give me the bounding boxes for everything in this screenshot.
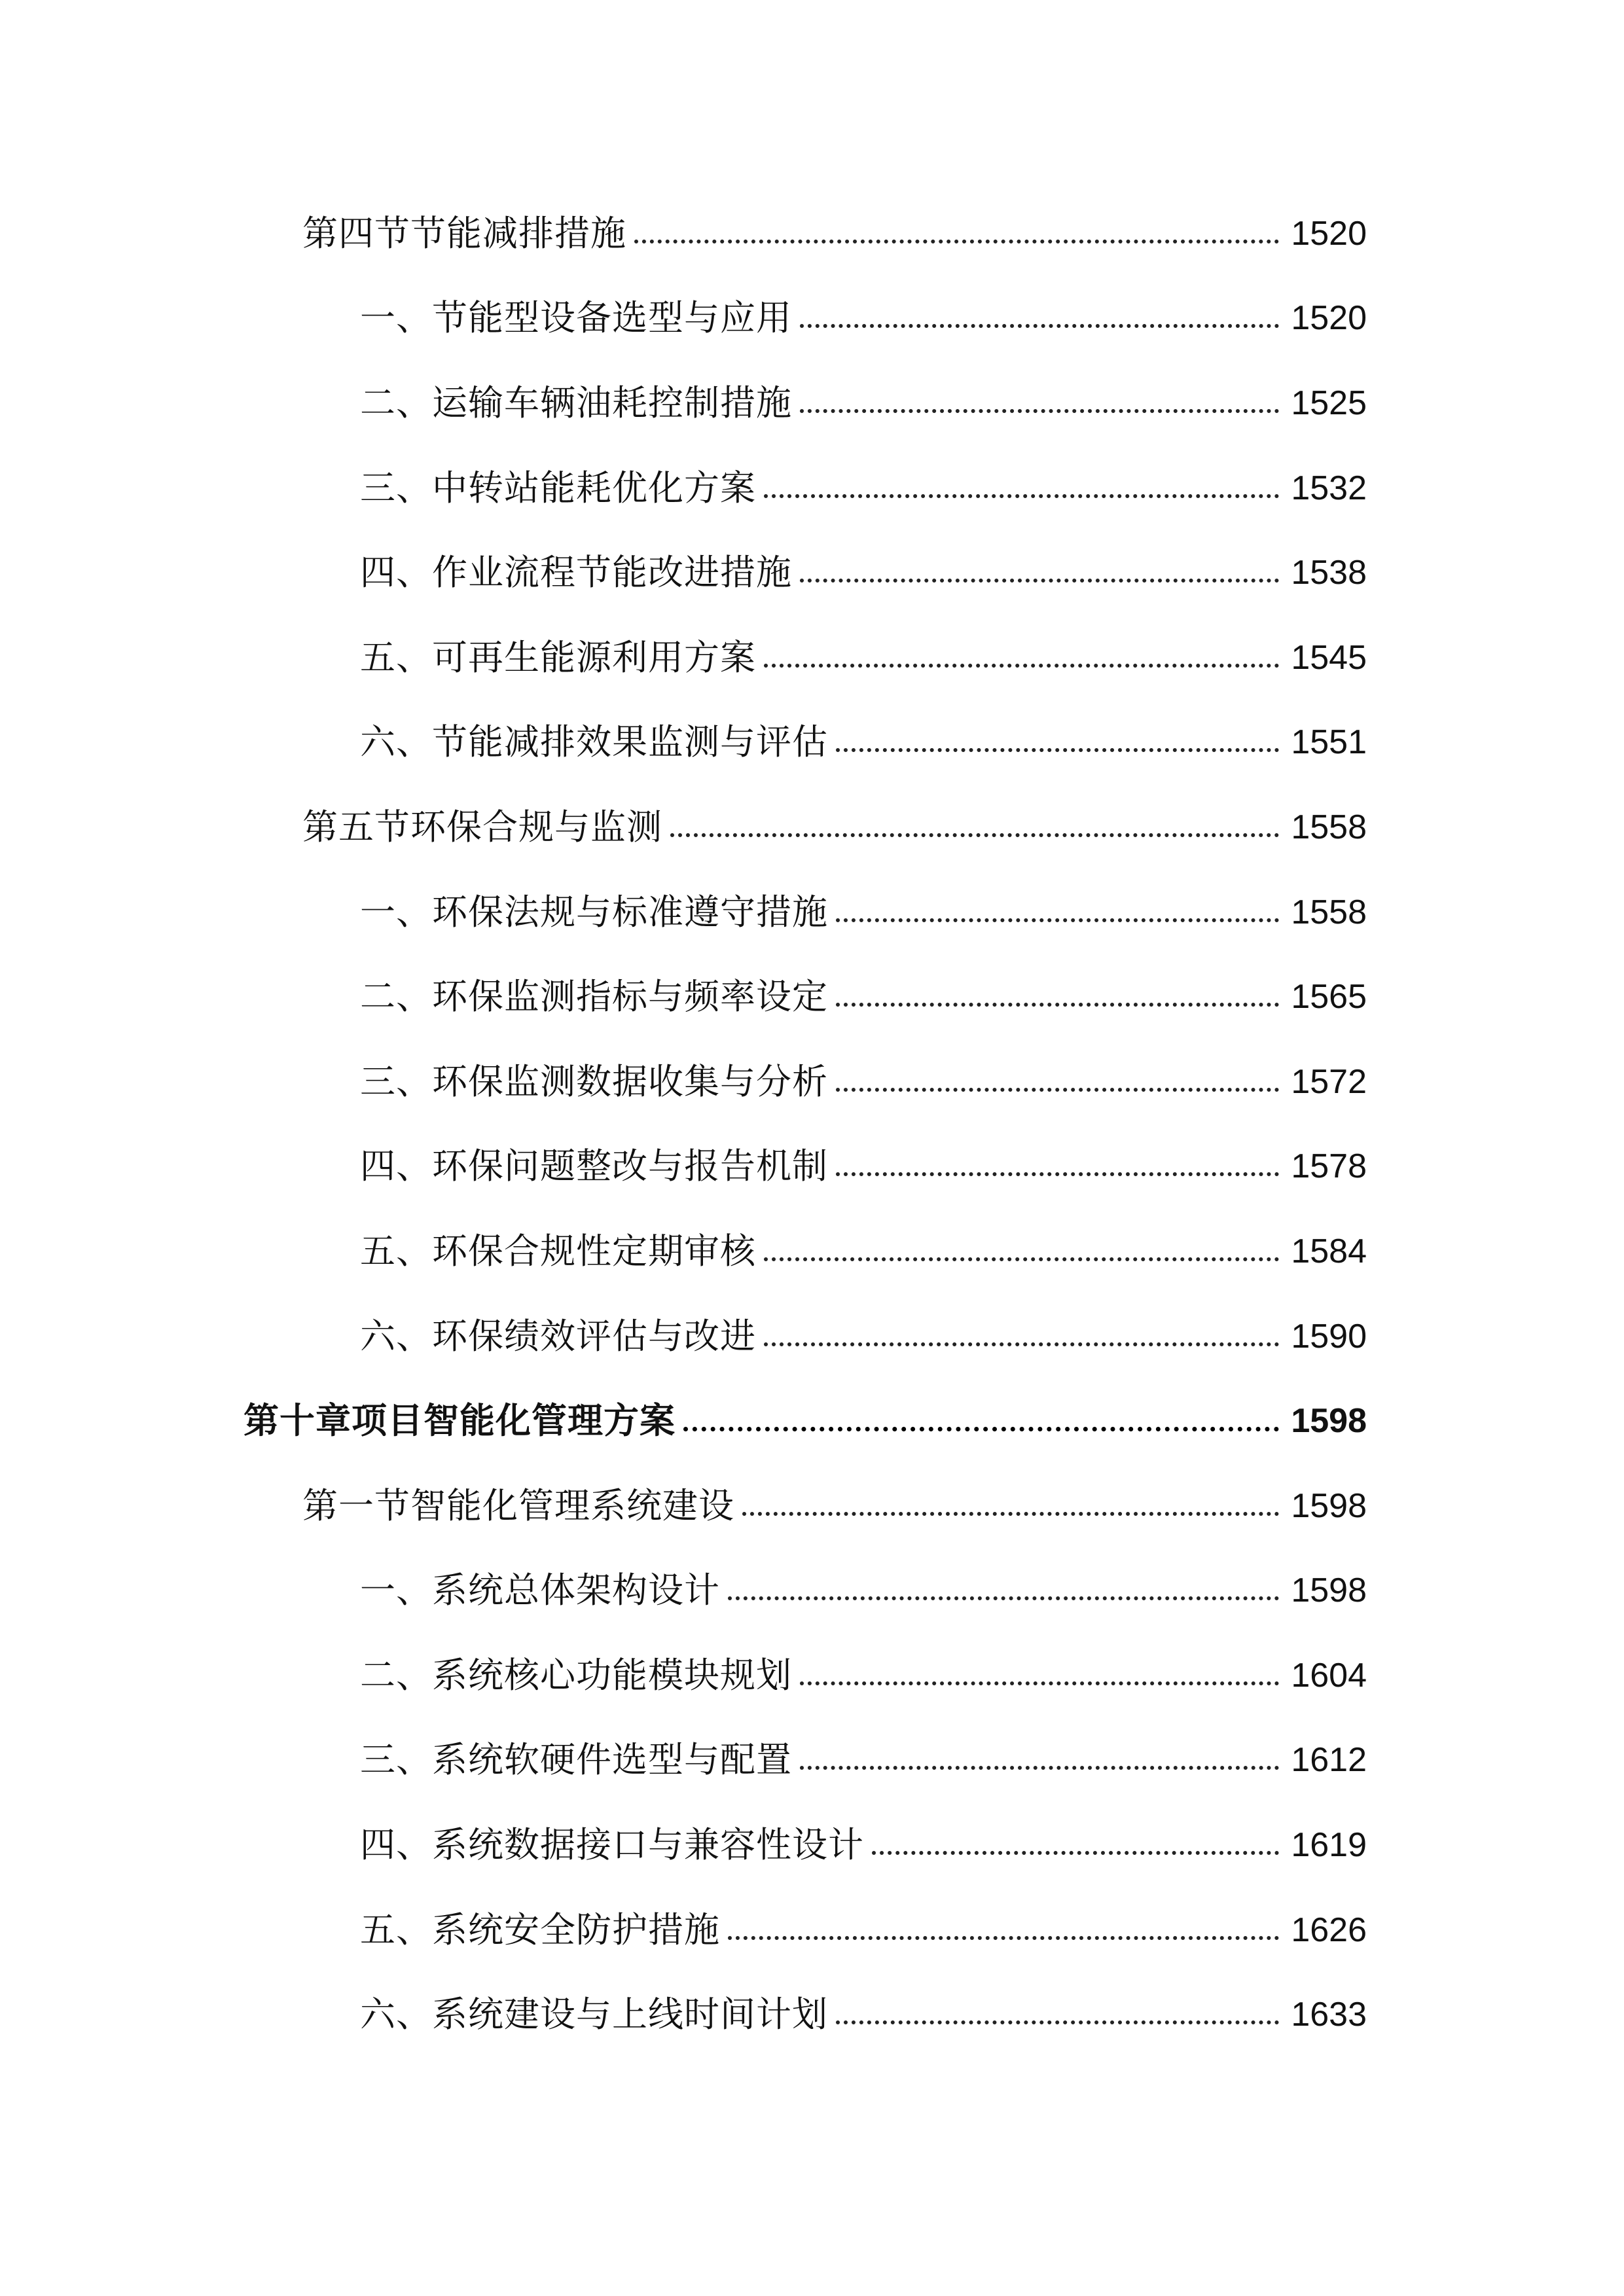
- toc-entry-label: 一、节能型设备选型与应用: [360, 297, 792, 339]
- toc-entry-label: 二、运输车辆油耗控制措施: [360, 382, 792, 423]
- toc-entry[interactable]: [0, 700, 1624, 785]
- toc-entry-label: 第十章项目智能化管理方案: [244, 1400, 676, 1442]
- toc-page-number: 1545: [1291, 638, 1367, 677]
- toc-entry[interactable]: [0, 276, 1624, 361]
- toc-entry[interactable]: [0, 1378, 1624, 1463]
- toc-entry[interactable]: [0, 361, 1624, 446]
- toc-page-number: 1532: [1291, 469, 1367, 507]
- toc-entry-label: 五、环保合规性定期审核: [360, 1230, 756, 1272]
- toc-dot-leader: [728, 1936, 1279, 1940]
- toc-dot-leader: [764, 494, 1279, 498]
- toc-entry-label: 四、环保问题整改与报告机制: [360, 1145, 828, 1187]
- toc-entry[interactable]: [0, 1124, 1624, 1210]
- toc-entry-label: 六、系统建设与上线时间计划: [360, 1994, 828, 2036]
- toc-dot-leader: [872, 1851, 1279, 1855]
- toc-entry[interactable]: [0, 1803, 1624, 1888]
- toc-entry[interactable]: [0, 870, 1624, 955]
- toc-page-number: 1558: [1291, 893, 1367, 931]
- toc-page-number: 1572: [1291, 1062, 1367, 1101]
- toc-page-number: 1551: [1291, 723, 1367, 762]
- toc-entry[interactable]: [0, 1209, 1624, 1294]
- toc-dot-leader: [836, 1003, 1279, 1007]
- toc-dot-leader: [800, 324, 1279, 328]
- toc-entry[interactable]: [0, 1633, 1624, 1718]
- toc-dot-leader: [764, 1342, 1279, 1346]
- toc-entry-label: 五、可再生能源利用方案: [360, 636, 756, 678]
- toc-entry-label: 一、系统总体架构设计: [360, 1570, 720, 1611]
- toc-page-number: 1633: [1291, 1996, 1367, 2034]
- toc-entry[interactable]: [0, 1463, 1624, 1549]
- toc-dot-leader: [800, 409, 1279, 413]
- toc-dot-leader: [800, 1766, 1279, 1770]
- toc-entry[interactable]: [0, 954, 1624, 1039]
- toc-entry-label: 二、系统核心功能模块规划: [360, 1654, 792, 1696]
- toc-page-number: 1598: [1291, 1571, 1367, 1610]
- toc-entry-label: 六、环保绩效评估与改进: [360, 1315, 756, 1357]
- toc-page-number: 1598: [1291, 1402, 1367, 1441]
- toc-page-number: 1612: [1291, 1741, 1367, 1780]
- toc-dot-leader: [742, 1512, 1279, 1516]
- toc-entry[interactable]: [0, 1549, 1624, 1634]
- toc-dot-leader: [764, 664, 1279, 668]
- toc-page-number: 1598: [1291, 1486, 1367, 1525]
- toc-entry-label: 一、环保法规与标准遵守措施: [360, 891, 828, 933]
- toc-dot-leader: [670, 833, 1279, 837]
- toc-entry-label: 四、系统数据接口与兼容性设计: [360, 1824, 864, 1866]
- toc-page-number: 1525: [1291, 384, 1367, 422]
- toc-entry-label: 四、作业流程节能改进措施: [360, 552, 792, 594]
- toc-entry[interactable]: [0, 446, 1624, 531]
- toc-entry[interactable]: [0, 1972, 1624, 2057]
- toc-entry-label: 第四节节能减排措施: [302, 212, 626, 254]
- toc-entry-label: 六、节能减排效果监测与评估: [360, 721, 828, 763]
- toc-entry-label: 第一节智能化管理系统建设: [302, 1484, 734, 1526]
- toc-dot-leader: [800, 1681, 1279, 1685]
- toc-page-number: 1565: [1291, 978, 1367, 1016]
- toc-dot-leader: [836, 1172, 1279, 1176]
- toc-page-number: 1558: [1291, 808, 1367, 846]
- toc-entry-label: 三、中转站能耗优化方案: [360, 467, 756, 509]
- toc-page-number: 1590: [1291, 1317, 1367, 1355]
- toc-dot-leader: [683, 1427, 1279, 1431]
- toc-entry-label: 第五节环保合规与监测: [302, 806, 662, 848]
- toc-entry[interactable]: [0, 1718, 1624, 1803]
- toc-page-number: 1604: [1291, 1656, 1367, 1695]
- toc-entry[interactable]: [0, 191, 1624, 276]
- toc-entry[interactable]: [0, 530, 1624, 615]
- toc-page-number: 1520: [1291, 299, 1367, 338]
- toc-dot-leader: [800, 579, 1279, 583]
- table-of-contents: [0, 191, 1624, 2057]
- toc-entry-label: 二、环保监测指标与频率设定: [360, 976, 828, 1018]
- toc-page-number: 1619: [1291, 1826, 1367, 1865]
- toc-entry-label: 五、系统安全防护措施: [360, 1909, 720, 1950]
- toc-entry[interactable]: [0, 615, 1624, 700]
- toc-page-number: 1578: [1291, 1147, 1367, 1186]
- toc-dot-leader: [634, 240, 1279, 243]
- toc-dot-leader: [764, 1257, 1279, 1261]
- toc-entry[interactable]: [0, 785, 1624, 870]
- toc-dot-leader: [836, 748, 1279, 752]
- toc-dot-leader: [836, 918, 1279, 922]
- toc-dot-leader: [836, 2020, 1279, 2024]
- toc-page-number: 1538: [1291, 554, 1367, 592]
- toc-page-number: 1520: [1291, 214, 1367, 253]
- toc-entry[interactable]: [0, 1039, 1624, 1124]
- toc-dot-leader: [836, 1088, 1279, 1092]
- toc-entry[interactable]: [0, 1294, 1624, 1379]
- toc-entry-label: 三、环保监测数据收集与分析: [360, 1060, 828, 1102]
- toc-page-number: 1626: [1291, 1910, 1367, 1949]
- toc-entry-label: 三、系统软硬件选型与配置: [360, 1739, 792, 1781]
- toc-entry[interactable]: [0, 1888, 1624, 1973]
- toc-page-number: 1584: [1291, 1232, 1367, 1270]
- toc-dot-leader: [728, 1596, 1279, 1600]
